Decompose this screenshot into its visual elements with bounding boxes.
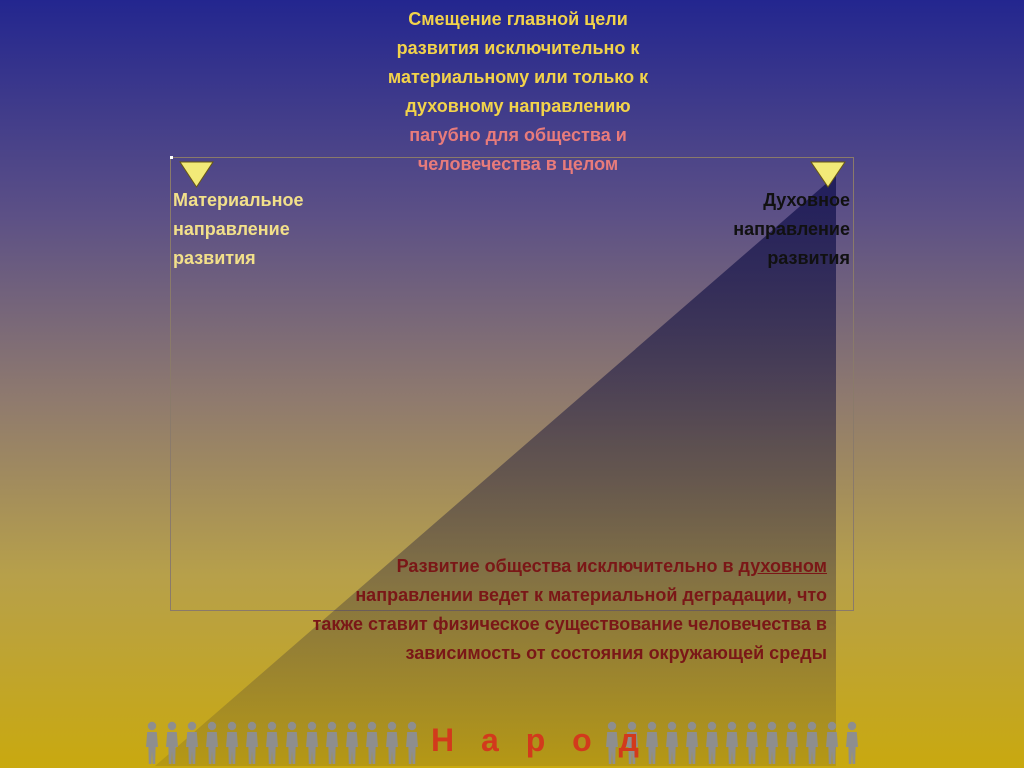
spiritual-development-consequence-text [300,552,827,668]
down-triangle-marker-icon-right [811,162,845,187]
consequence-text-underlined: духовном [738,556,827,576]
main-goal-shift-text-part1: Смещение главной цели развития исключительно к материальному или только к духовному направлению [387,9,649,116]
person-silhouette-icon [846,722,858,764]
main-goal-shift-text-part2: пагубно для общества и человечества в целом [409,125,627,174]
people-label: Н а р о д [431,722,648,758]
consequence-text-after: направлении ведет к материальной деградации, что также ставит физическое существование человечества в зависимость от состояния окружающей среды [312,585,827,663]
material-direction-label: Материальное направление развития [173,190,304,268]
person-silhouette-icon [146,722,158,764]
down-triangle-marker-icon-left [180,162,213,187]
frame-corner-mark [170,156,173,159]
consequence-text-before: Развитие общества исключительно в [396,556,734,576]
main-goal-shift-text [380,5,656,179]
spiritual-direction-label: Духовное направление развития [733,190,850,268]
